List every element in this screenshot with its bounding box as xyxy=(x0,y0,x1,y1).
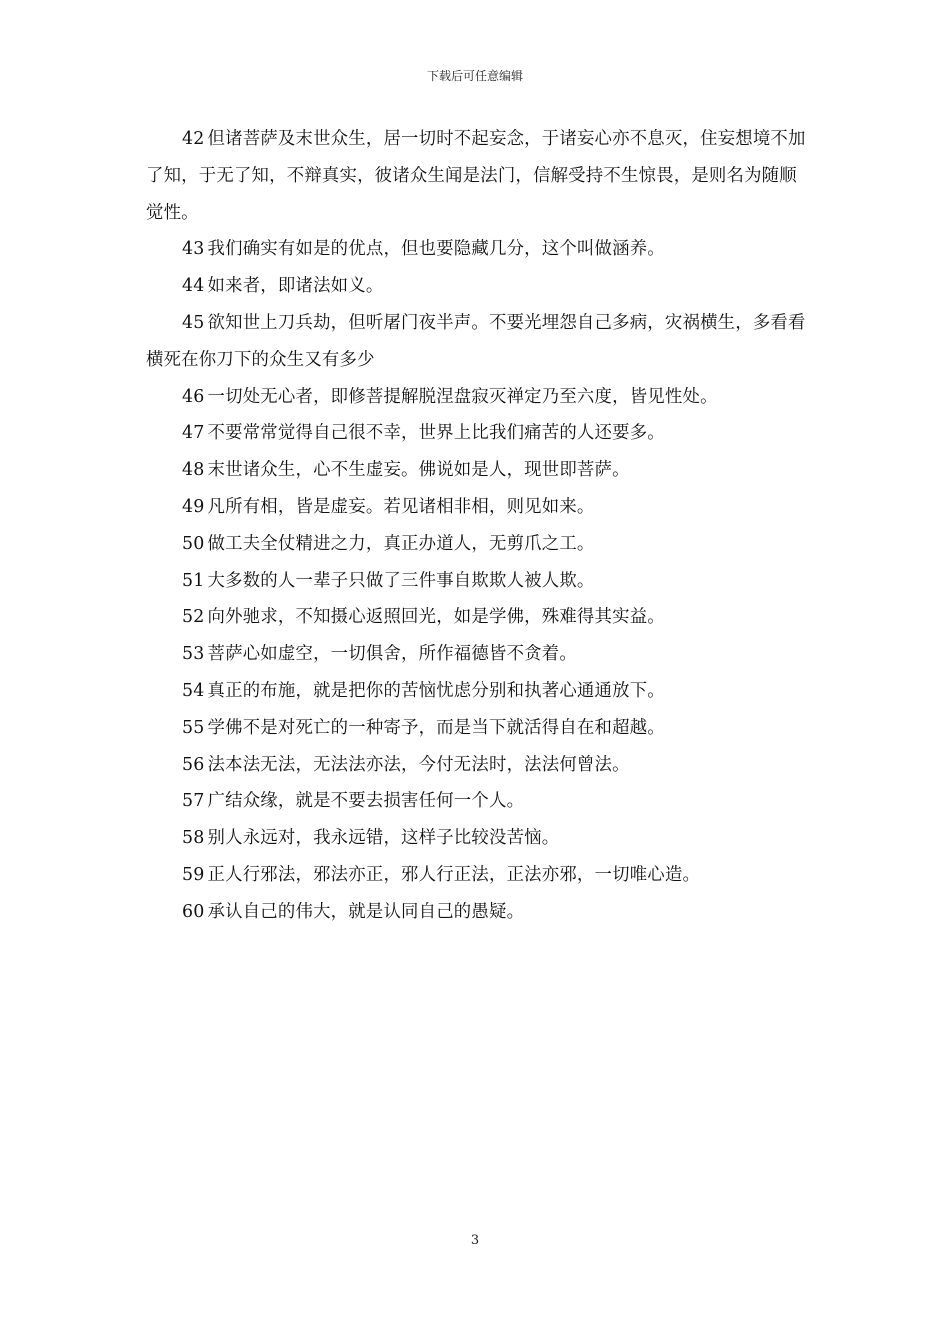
paragraph-text: 菩萨心如虚空，一切俱舍，所作福德皆不贪着。 xyxy=(207,644,577,665)
paragraph-text: 欲知世上刀兵劫，但听屠门夜半声。不要光埋怨自己多病，灾祸横生，多看看横死在你刀下的众生又有多少 xyxy=(146,312,806,370)
document-body xyxy=(146,121,808,931)
paragraph-number: 55 xyxy=(182,717,205,738)
paragraph-number: 52 xyxy=(182,607,205,628)
paragraph-number: 58 xyxy=(182,828,205,849)
paragraph-number: 44 xyxy=(182,276,205,297)
paragraph-number: 51 xyxy=(182,570,205,591)
paragraph-text: 一切处无心者，即修菩提解脱涅盘寂灭禅定乃至六度，皆见性处。 xyxy=(207,386,718,407)
paragraph-text: 如来者，即诸法如义。 xyxy=(207,276,384,297)
paragraph-number: 49 xyxy=(182,496,205,517)
paragraph-number: 50 xyxy=(182,533,205,554)
quote-paragraph-42 xyxy=(146,121,808,231)
page-number: 3 xyxy=(470,1233,480,1248)
quote-paragraph-53 xyxy=(146,636,808,673)
paragraph-text: 不要常常觉得自己很不幸，世界上比我们痛苦的人还要多。 xyxy=(207,423,665,444)
paragraph-number: 46 xyxy=(182,386,205,407)
paragraph-text: 大多数的人一辈子只做了三件事自欺欺人被人欺。 xyxy=(207,570,595,591)
quote-paragraph-57 xyxy=(146,783,808,820)
page-header: 下载后可任意编辑 xyxy=(426,69,523,83)
quote-paragraph-54 xyxy=(146,673,808,710)
paragraph-number: 48 xyxy=(182,460,205,481)
quote-paragraph-45 xyxy=(146,305,808,379)
paragraph-number: 60 xyxy=(182,901,205,922)
paragraph-text: 我们确实有如是的优点，但也要隐藏几分，这个叫做涵养。 xyxy=(207,239,665,260)
quote-paragraph-60 xyxy=(146,894,808,931)
paragraph-number: 42 xyxy=(182,129,205,149)
paragraph-text: 学佛不是对死亡的一种寄予，而是当下就活得自在和超越。 xyxy=(207,717,665,738)
paragraph-number: 59 xyxy=(182,864,205,885)
paragraph-number: 56 xyxy=(182,754,205,775)
paragraph-text: 真正的布施，就是把你的苦恼忧虑分别和执著心通通放下。 xyxy=(207,680,665,701)
paragraph-number: 54 xyxy=(182,680,205,701)
quote-paragraph-59 xyxy=(146,857,808,894)
paragraph-text: 向外驰求，不知摄心返照回光，如是学佛，殊难得其实益。 xyxy=(207,607,665,628)
paragraph-text: 末世诸众生，心不生虚妄。佛说如是人，现世即菩萨。 xyxy=(207,460,630,481)
quote-paragraph-56 xyxy=(146,747,808,784)
paragraph-number: 57 xyxy=(182,791,205,812)
quote-paragraph-51 xyxy=(146,563,808,600)
quote-paragraph-48 xyxy=(146,452,808,489)
quote-paragraph-46 xyxy=(146,379,808,416)
paragraph-text: 别人永远对，我永远错，这样子比较没苦恼。 xyxy=(207,828,560,849)
paragraph-text: 正人行邪法，邪法亦正，邪人行正法，正法亦邪，一切唯心造。 xyxy=(207,864,701,885)
paragraph-text: 承认自己的伟大，就是认同自己的愚疑。 xyxy=(207,901,525,922)
paragraph-text: 凡所有相，皆是虚妄。若见诸相非相，则见如来。 xyxy=(207,496,595,517)
quote-paragraph-50 xyxy=(146,526,808,563)
paragraph-number: 53 xyxy=(182,644,205,665)
paragraph-number: 43 xyxy=(182,239,205,260)
paragraph-text: 做工夫全仗精进之力，真正办道人，无剪爪之工。 xyxy=(207,533,595,554)
paragraph-text: 但诸菩萨及末世众生，居一切时不起妄念，于诸妄心亦不息灭，住妄想境不加了知，于无了知，不辩真实，彼诸众生闻是法门，信解受持不生惊畏，是则名为随顺觉性。 xyxy=(146,129,806,223)
quote-paragraph-43 xyxy=(146,231,808,268)
paragraph-number: 47 xyxy=(182,423,205,444)
quote-paragraph-58 xyxy=(146,820,808,857)
paragraph-text: 法本法无法，无法法亦法，今付无法时，法法何曾法。 xyxy=(207,754,630,775)
quote-paragraph-49 xyxy=(146,489,808,526)
quote-paragraph-47 xyxy=(146,415,808,452)
quote-paragraph-44 xyxy=(146,268,808,305)
quote-paragraph-52 xyxy=(146,599,808,636)
quote-paragraph-55 xyxy=(146,710,808,747)
paragraph-text: 广结众缘，就是不要去损害任何一个人。 xyxy=(207,791,525,812)
paragraph-number: 45 xyxy=(182,312,205,333)
